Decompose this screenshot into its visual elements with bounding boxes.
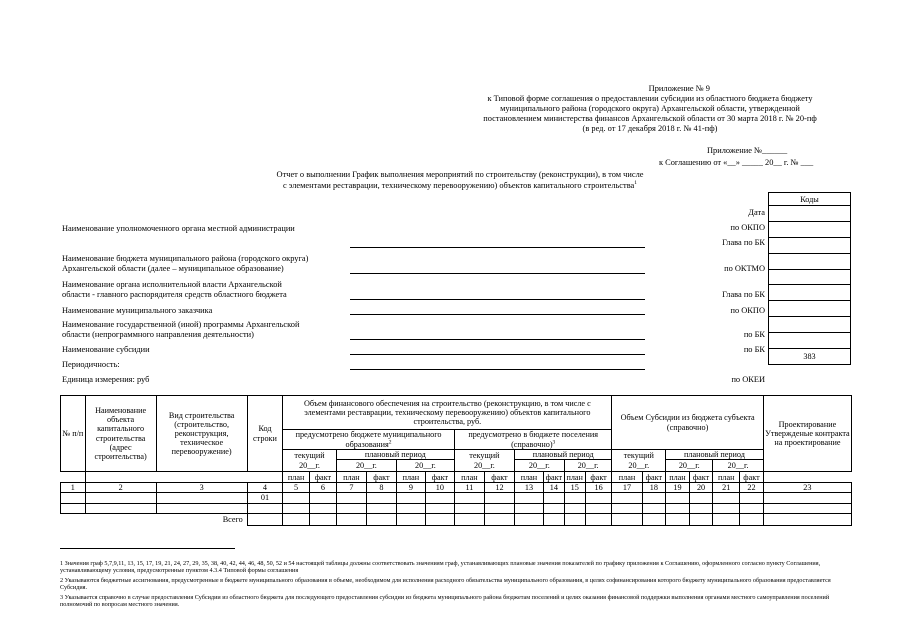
code-cell-okpo[interactable] [769, 221, 851, 237]
cell[interactable] [543, 493, 564, 503]
cell[interactable] [310, 513, 337, 525]
appendix-line-3: постановлением министерства финансов Архангельской области от 30 марта 2018 г. № 20-пф [483, 114, 817, 123]
field-program-label-1: Наименование государственной (иной) программы Архангельской [62, 320, 300, 329]
appendix-line-1: к Типовой форме соглашения о предоставлении субсидии из областного бюджета бюджету [487, 94, 813, 103]
cell[interactable] [612, 493, 642, 503]
cell[interactable] [396, 503, 425, 513]
header-budget-mo: предусмотрено бюджете муниципального образования$^2$ [283, 430, 455, 450]
plan-label: план [564, 472, 585, 483]
fact-label: факт [425, 472, 454, 483]
plan-label: план [396, 472, 425, 483]
cell[interactable] [454, 513, 484, 525]
code-cell-bk[interactable] [769, 301, 851, 317]
total-row [61, 513, 852, 525]
field-periodicity-line[interactable] [350, 369, 645, 370]
plan-label: план [514, 472, 543, 483]
cell[interactable] [763, 493, 851, 503]
empty-cell [763, 472, 851, 483]
header-year: 20__г. [396, 460, 454, 472]
cell[interactable] [156, 503, 247, 513]
header-year: 20__г. [564, 460, 612, 472]
code-cell-bk-2[interactable] [769, 317, 851, 333]
cell[interactable] [585, 503, 612, 513]
col-num: 17 [612, 483, 642, 493]
plan-fact-row [61, 472, 852, 483]
cell[interactable] [543, 513, 564, 525]
cell[interactable] [713, 503, 740, 513]
cell[interactable] [310, 503, 337, 513]
cell[interactable] [85, 503, 156, 513]
header-year: 20__г. [713, 460, 763, 472]
cell[interactable] [156, 493, 247, 503]
cell[interactable] [283, 503, 310, 513]
col-num: 4 [247, 483, 282, 493]
cell[interactable] [564, 513, 585, 525]
field-periodicity-label: Периодичность: [62, 360, 120, 369]
cell[interactable] [454, 493, 484, 503]
cell[interactable] [564, 493, 585, 503]
cell[interactable] [336, 503, 366, 513]
col-num: 8 [366, 483, 396, 493]
cell[interactable] [713, 493, 740, 503]
table-row [61, 493, 852, 503]
cell[interactable] [61, 503, 86, 513]
header-planned-3: плановый период [666, 450, 764, 460]
cell[interactable] [763, 503, 851, 513]
header-object-name: Наименование объекта капитального строительства (адрес строительства) [85, 396, 156, 472]
code-cell-oktmo[interactable] [769, 253, 851, 269]
cell[interactable] [740, 513, 764, 525]
cell[interactable] [396, 513, 425, 525]
header-budget-settlement: предусмотрено в бюджете поселения (справочно)$^3$ [454, 430, 612, 450]
column-number-row [61, 483, 852, 493]
header-year: 20__г. [666, 460, 713, 472]
field-subsidy-label: Наименование субсидии [62, 345, 150, 354]
code-cell-empty[interactable] [769, 333, 851, 349]
cell[interactable] [366, 493, 396, 503]
cell[interactable] [585, 513, 612, 525]
col-num: 3 [156, 483, 247, 493]
cell[interactable] [85, 493, 156, 503]
plan-label: план [666, 472, 690, 483]
cell[interactable] [666, 513, 690, 525]
col-num: 1 [61, 483, 86, 493]
field-executive-label-1: Наименование органа исполнительной власти Архангельской [62, 280, 282, 289]
code-cell-okei: 383 [769, 349, 851, 365]
label-okpo: по ОКПО [730, 223, 765, 232]
plan-label: план [454, 472, 484, 483]
col-num: 18 [642, 483, 666, 493]
cell[interactable] [61, 493, 86, 503]
label-okpo-2: по ОКПО [730, 306, 765, 315]
header-num: № п/п [61, 396, 86, 472]
field-budget-label-2: Архангельской области (далее – муниципальное образование) [62, 264, 284, 273]
cell[interactable] [484, 503, 514, 513]
cell[interactable] [713, 513, 740, 525]
cell[interactable] [642, 493, 666, 503]
label-glava-bk: Глава по БК [722, 238, 765, 247]
label-bk-2: по БК [743, 345, 765, 354]
col-num: 19 [666, 483, 690, 493]
col-num: 6 [310, 483, 337, 493]
empty-cell [156, 472, 247, 483]
col-num: 23 [763, 483, 851, 493]
col-num: 9 [396, 483, 425, 493]
field-budget-label-1: Наименование бюджета муниципального района (городского округа) [62, 254, 309, 263]
cell[interactable] [484, 493, 514, 503]
cell[interactable] [514, 513, 543, 525]
fact-label: факт [484, 472, 514, 483]
col-num: 5 [283, 483, 310, 493]
field-budget-line[interactable] [350, 273, 645, 274]
cell[interactable] [247, 503, 282, 513]
fact-label: факт [689, 472, 713, 483]
cell[interactable] [666, 503, 690, 513]
header-design: Проектирование Утвержденые контракта на проектирование [763, 396, 851, 472]
cell[interactable] [283, 493, 310, 503]
row-code-cell: 01 [247, 493, 282, 503]
plan-label: план [283, 472, 310, 483]
cell[interactable] [310, 493, 337, 503]
empty-cell [61, 472, 86, 483]
field-unit-label: Единица измерения: руб [62, 375, 150, 384]
col-num: 13 [514, 483, 543, 493]
agreement-ref: к Соглашению от «__» _____ 20__ г. № ___ [659, 158, 814, 167]
label-bk: по БК [743, 330, 765, 339]
report-title-line-2: с элементами реставрации, техническому перевооружению) объектов капитального строительства$^1$ [282, 180, 638, 190]
field-program-label-2: области (непрограммного направления деятельности) [62, 330, 254, 339]
cell[interactable] [585, 493, 612, 503]
cell[interactable] [425, 493, 454, 503]
header-year: 20__г. [336, 460, 396, 472]
agreement-label: Приложение №______ [707, 146, 788, 155]
fact-label: факт [543, 472, 564, 483]
appendix-line-2: муниципального района (городского округа) Архангельской области, утвержденной [500, 104, 800, 113]
cell[interactable] [425, 503, 454, 513]
col-num: 22 [740, 483, 764, 493]
label-date: Дата [748, 208, 765, 217]
field-program-line[interactable] [350, 339, 645, 340]
col-num: 15 [564, 483, 585, 493]
cell[interactable] [689, 503, 713, 513]
field-authority-label: Наименование уполномоченного органа местной администрации [62, 224, 295, 233]
codes-header: Коды [769, 193, 851, 206]
cell[interactable] [366, 513, 396, 525]
cell[interactable] [454, 503, 484, 513]
fact-label: факт [310, 472, 337, 483]
label-oktmo: по ОКТМО [724, 264, 765, 273]
col-num: 12 [484, 483, 514, 493]
header-row-code: Код строки [247, 396, 282, 472]
field-authority-line[interactable] [350, 247, 645, 248]
field-subsidy-line[interactable] [350, 354, 645, 355]
field-executive-line[interactable] [350, 299, 645, 300]
fact-label: факт [740, 472, 764, 483]
report-table [60, 395, 852, 526]
field-executive-label-2: области - главного распорядителя средств областного бюджета [62, 290, 287, 299]
header-planned-1: плановый период [336, 450, 454, 460]
cell[interactable] [514, 493, 543, 503]
cell[interactable] [564, 503, 585, 513]
cell[interactable] [642, 503, 666, 513]
cell[interactable] [543, 503, 564, 513]
header-planned-2: плановый период [514, 450, 612, 460]
cell[interactable] [247, 513, 282, 525]
report-title-line-1: Отчет о выполнении График выполнения мероприятий по строительству (реконструкции), в том числе [276, 170, 644, 179]
empty-cell [85, 472, 156, 483]
header-year: 20__г. [514, 460, 564, 472]
plan-label: план [713, 472, 740, 483]
cell[interactable] [612, 513, 642, 525]
col-num: 11 [454, 483, 484, 493]
col-num: 10 [425, 483, 454, 493]
label-okei: по ОКЕИ [731, 375, 765, 384]
header-finance: Объем финансового обеспечения на строительство (реконструкцию, в том числе с элементами реставрации, техническому перевооружению) объектов капитального строительства, руб. [283, 396, 612, 430]
label-glava-bk-2: Глава по БК [722, 290, 765, 299]
footnote-2: 2 Указываются бюджетные ассигнования, предусмотренные в бюджете муниципального образования в объеме, необходимом для исполнения расходного обязательства муниципального образования, в целях софинансирования которого бюджету муниципального образования предоставляется Субсидия. [60, 577, 831, 592]
cell[interactable] [740, 493, 764, 503]
cell[interactable] [763, 513, 851, 525]
cell[interactable] [689, 513, 713, 525]
header-current-1: текущий 20__г. [283, 450, 337, 472]
field-customer-label: Наименование муниципального заказчика [62, 306, 213, 315]
fact-label: факт [366, 472, 396, 483]
footnote-1: 1 Значения граф 5,7,9,11, 13, 15, 17, 19, 21, 24, 27, 29, 35, 38, 40, 42, 44, 46, 48, 50, 52 и 54 настоящей таблицы должны соответствовать значениям граф, устанавливающих плановые значения показателей по графику приложения к Соглашению, оформленного согласно пункту Соглашения, устанавливающему условия, предусмотренные пунктом 4.3.4 Типовой формы соглашения [60, 560, 821, 575]
codes-table [768, 192, 851, 365]
fact-label: факт [642, 472, 666, 483]
footnote-3: 3 Указывается справочно в случае предоставления Субсидии из областного бюджета для последующего предоставления субсидии из бюджета муниципального района бюджетам поселений и целях оказания финансовой поддержки выполнения органами местного самоуправления поселений полномочий по вопросам местного значения. [60, 594, 830, 609]
field-customer-line[interactable] [350, 314, 645, 315]
fact-label: факт [585, 472, 612, 483]
header-construction-type: Вид строительства (строительство, реконструкция, техническое перевооружение) [156, 396, 247, 472]
code-cell-date[interactable] [769, 206, 851, 222]
col-num: 16 [585, 483, 612, 493]
cell[interactable] [396, 493, 425, 503]
cell[interactable] [336, 493, 366, 503]
appendix-title: Приложение № 9 [648, 84, 710, 93]
appendix-line-4: (в ред. от 17 декабря 2018 г. № 41-пф) [582, 124, 718, 133]
plan-label: план [612, 472, 642, 483]
empty-cell [247, 472, 282, 483]
code-cell-okpo-2[interactable] [769, 285, 851, 301]
col-num: 20 [689, 483, 713, 493]
cell[interactable] [642, 513, 666, 525]
cell[interactable] [514, 503, 543, 513]
table-row [61, 503, 852, 513]
total-label: Всего [61, 513, 248, 525]
cell[interactable] [689, 493, 713, 503]
cell[interactable] [612, 503, 642, 513]
cell[interactable] [425, 513, 454, 525]
header-subsidy: Объем Субсидии из бюджета субъекта (справочно) [612, 396, 763, 450]
col-num: 2 [85, 483, 156, 493]
cell[interactable] [336, 513, 366, 525]
col-num: 21 [713, 483, 740, 493]
cell[interactable] [666, 493, 690, 503]
header-current-3: текущий 20__г. [612, 450, 666, 472]
footnote-divider [60, 548, 235, 549]
plan-label: план [336, 472, 366, 483]
cell[interactable] [484, 513, 514, 525]
code-cell-glava-bk-2[interactable] [769, 269, 851, 285]
header-current-2: текущий 20__г. [454, 450, 514, 472]
cell[interactable] [366, 503, 396, 513]
code-cell-glava-bk[interactable] [769, 237, 851, 253]
col-num: 14 [543, 483, 564, 493]
cell[interactable] [740, 503, 764, 513]
cell[interactable] [283, 513, 310, 525]
col-num: 7 [336, 483, 366, 493]
